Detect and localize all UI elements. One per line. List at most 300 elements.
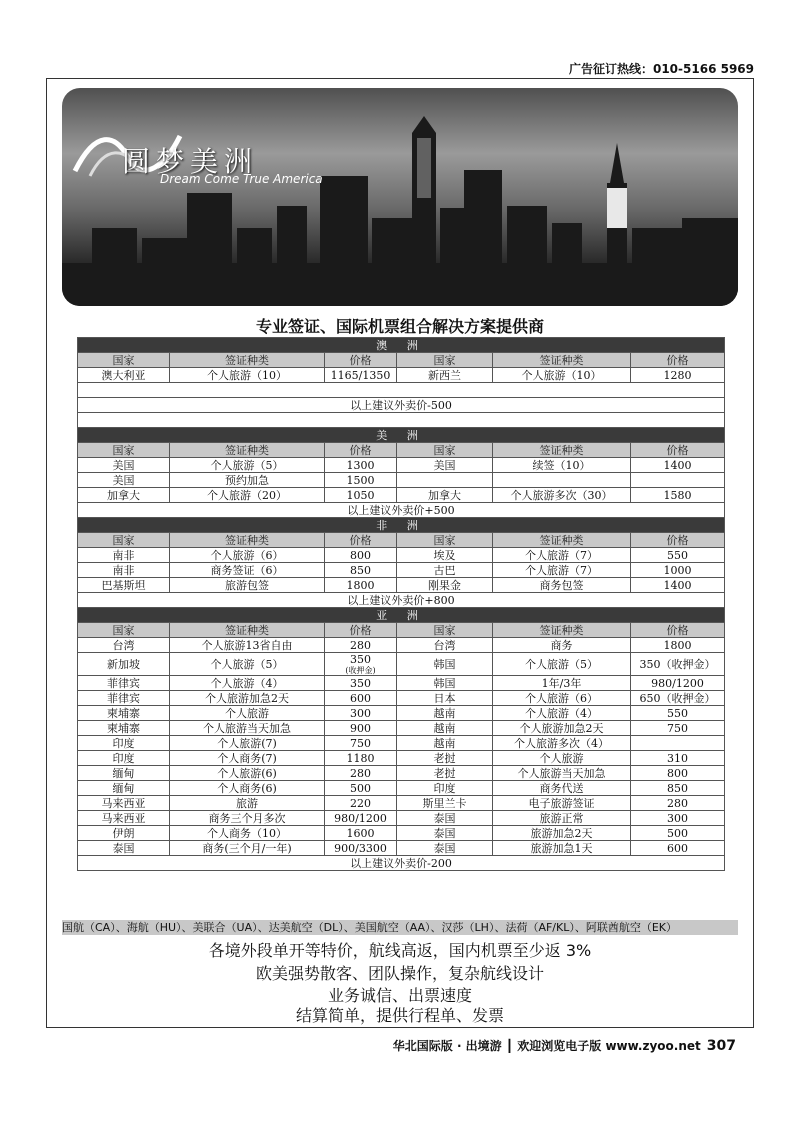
table-cell <box>325 826 397 841</box>
table-cell <box>397 563 493 578</box>
region-title: 亚 洲 <box>78 608 725 623</box>
price-note-row <box>78 856 725 871</box>
promo-line-1: 各境外段单开等特价，航线高返，国内机票至少返 3% <box>208 941 592 960</box>
cell-text: 1180 <box>346 751 375 765</box>
table-cell <box>78 578 170 593</box>
column-header-row <box>78 533 725 548</box>
cell-text: 菲律宾 <box>107 691 140 705</box>
column-header: 价格 <box>325 623 397 638</box>
cell-text: 个人旅游（20） <box>207 488 287 502</box>
table-cell <box>78 736 170 751</box>
table-row <box>78 841 725 856</box>
cell-text: 1800 <box>346 578 375 592</box>
brand-name-en: Dream Come True America <box>160 172 323 186</box>
table-cell <box>170 706 325 721</box>
table-cell <box>397 781 493 796</box>
table-cell <box>170 751 325 766</box>
cell-text: 韩国 <box>433 657 456 671</box>
cell-text: 280 <box>667 796 689 810</box>
table-cell <box>170 721 325 736</box>
cell-text: 310 <box>667 751 689 765</box>
table-row <box>78 706 725 721</box>
cell-text: 900/3300 <box>334 841 387 855</box>
cell-text: 缅甸 <box>112 766 135 780</box>
table-cell <box>78 781 170 796</box>
cell-text: 个人商务(6) <box>217 781 277 795</box>
cell-text: 台湾 <box>433 638 456 652</box>
blank-cell <box>78 413 725 428</box>
cell-text: 1400 <box>663 578 692 592</box>
skyline-graphic <box>62 88 738 306</box>
table-cell <box>170 458 325 473</box>
price-note: 以上建议外卖价-500 <box>78 398 725 413</box>
cell-text: 台湾 <box>112 638 135 652</box>
table-row <box>78 826 725 841</box>
table-cell <box>397 653 493 676</box>
table-cell <box>631 368 725 383</box>
price-note-row <box>78 398 725 413</box>
cell-text: 电子旅游签证 <box>528 796 595 810</box>
table-cell <box>631 721 725 736</box>
table-cell <box>397 796 493 811</box>
cell-text: 个人旅游（5） <box>525 657 598 671</box>
column-header: 国家 <box>78 353 170 368</box>
cell-text: 旅游加急1天 <box>530 841 593 855</box>
cell-text: 350（收押金） <box>639 657 716 671</box>
table-cell <box>170 796 325 811</box>
table-cell <box>397 578 493 593</box>
table-row <box>78 751 725 766</box>
table-cell <box>170 653 325 676</box>
cell-text: 600 <box>667 841 689 855</box>
column-header: 签证种类 <box>493 443 631 458</box>
city-skyline-banner <box>62 88 738 306</box>
cell-text: 300 <box>350 706 371 720</box>
promo-line-2: 欧美强势散客、团队操作，复杂航线设计 <box>255 964 544 983</box>
table-cell <box>631 736 725 751</box>
cell-text: 1000 <box>663 563 692 577</box>
cell-text: 斯里兰卡 <box>422 796 467 810</box>
cell-text: 980/1200 <box>651 676 704 690</box>
table-cell <box>170 473 325 488</box>
cell-text: 850 <box>667 781 689 795</box>
table-cell <box>78 751 170 766</box>
cell-text: 旅游正常 <box>539 811 584 825</box>
table-cell <box>78 548 170 563</box>
table-cell <box>631 676 725 691</box>
cell-text: 缅甸 <box>112 781 135 795</box>
cell-text: 越南 <box>433 736 456 750</box>
cell-text: 旅游加急2天 <box>530 826 593 840</box>
table-cell <box>78 638 170 653</box>
brand-name-zh: 圆梦美洲 <box>122 145 259 178</box>
table-cell <box>397 736 493 751</box>
table-cell <box>397 766 493 781</box>
table-cell <box>631 458 725 473</box>
table-cell <box>397 826 493 841</box>
table-cell <box>170 578 325 593</box>
cell-text: 个人旅游 <box>539 751 584 765</box>
table-cell <box>78 766 170 781</box>
price-note: 以上建议外卖价+500 <box>78 503 725 518</box>
cell-text: 商务 <box>550 638 573 652</box>
blank-row <box>78 413 725 428</box>
column-header: 价格 <box>631 353 725 368</box>
table-cell <box>397 676 493 691</box>
table-cell <box>631 826 725 841</box>
table-cell <box>325 653 397 676</box>
cell-text: 1年/3年 <box>541 676 582 690</box>
cell-text: 印度 <box>112 751 135 765</box>
table-cell <box>631 751 725 766</box>
cell-text: 个人旅游（10） <box>207 368 287 382</box>
table-cell <box>631 811 725 826</box>
table-cell <box>631 578 725 593</box>
table-cell <box>493 548 631 563</box>
cell-text: 个人旅游(6) <box>217 766 277 780</box>
table-row <box>78 368 725 383</box>
table-cell <box>397 548 493 563</box>
table-cell <box>78 488 170 503</box>
column-header: 价格 <box>631 443 725 458</box>
cell-text: 800 <box>667 766 689 780</box>
column-header-row <box>78 443 725 458</box>
cell-text: 老挝 <box>433 766 456 780</box>
cell-text: 预约加急 <box>225 473 269 487</box>
table-cell <box>631 796 725 811</box>
promo-line-4: 结算简单，提供行程单、发票 <box>295 1006 504 1025</box>
cell-text: 美国 <box>112 473 135 487</box>
table-cell <box>631 653 725 676</box>
cell-text: 巴基斯坦 <box>101 578 146 592</box>
cell-text: 续签（10） <box>532 458 591 472</box>
table-cell <box>78 676 170 691</box>
table-cell <box>170 766 325 781</box>
cell-text: 个人旅游（10） <box>521 368 602 382</box>
column-header: 价格 <box>325 533 397 548</box>
cell-text: 古巴 <box>433 563 456 577</box>
table-cell <box>170 781 325 796</box>
column-header: 签证种类 <box>170 443 325 458</box>
table-cell <box>397 751 493 766</box>
table-cell <box>170 638 325 653</box>
table-cell <box>631 473 725 488</box>
column-header: 价格 <box>631 623 725 638</box>
region-title: 澳 洲 <box>78 338 725 353</box>
column-header: 签证种类 <box>170 533 325 548</box>
table-cell <box>325 473 397 488</box>
table-cell <box>78 796 170 811</box>
cell-text: 500 <box>350 781 371 795</box>
price-note: 以上建议外卖价-200 <box>78 856 725 871</box>
cell-text: 550 <box>667 548 689 562</box>
cell-text: 泰国 <box>433 841 456 855</box>
table-cell <box>493 751 631 766</box>
cell-text: 新加坡 <box>107 657 140 671</box>
cell-text: 850 <box>350 563 371 577</box>
cell-text: 日本 <box>433 691 456 705</box>
table-cell <box>493 781 631 796</box>
cell-text: 印度 <box>112 736 135 750</box>
cell-text: 加拿大 <box>428 488 461 502</box>
cell-text: 1165/1350 <box>330 368 391 382</box>
cell-text: 500 <box>667 826 689 840</box>
cell-text: 旅游包签 <box>225 578 269 592</box>
table-cell <box>325 721 397 736</box>
region-header-asia <box>78 608 725 623</box>
cell-text: 南非 <box>112 548 135 562</box>
cell-text: 个人旅游（4） <box>525 706 598 720</box>
region-header-america <box>78 428 725 443</box>
table-cell <box>631 841 725 856</box>
cell-text: 1400 <box>663 458 692 472</box>
table-cell <box>325 706 397 721</box>
ad-hotline: 广告征订热线：010-5166 5969 <box>568 62 754 76</box>
blank-cell <box>78 383 725 398</box>
table-row <box>78 458 725 473</box>
table-cell <box>78 473 170 488</box>
region-title: 美 洲 <box>78 428 725 443</box>
cell-text: 个人旅游当天加急 <box>517 766 606 780</box>
table-cell <box>170 563 325 578</box>
cell-text: 980/1200 <box>334 811 387 825</box>
table-cell <box>325 548 397 563</box>
table-cell <box>170 841 325 856</box>
table-cell <box>493 721 631 736</box>
cell-text: 伊朗 <box>112 826 135 840</box>
cell-text: 900 <box>350 721 371 735</box>
cell-text: 280 <box>350 638 371 652</box>
table-cell <box>170 368 325 383</box>
table-cell <box>631 766 725 781</box>
deposit-note: (收押金) <box>345 666 376 675</box>
column-header: 国家 <box>78 533 170 548</box>
column-header: 价格 <box>325 443 397 458</box>
cell-text: 280 <box>350 766 371 780</box>
table-cell <box>78 841 170 856</box>
table-cell <box>397 458 493 473</box>
region-title: 非 洲 <box>78 518 725 533</box>
table-cell <box>493 473 631 488</box>
footer <box>393 1037 736 1054</box>
airlines-list: 国航（CA）、海航（HU）、美联合（UA）、达美航空（DL）、美国航空（AA）、汉莎（LH）、法荷（AF/KL）、阿联酋航空（EK） <box>62 920 738 935</box>
table-cell <box>325 751 397 766</box>
table-cell <box>325 841 397 856</box>
cell-text: 600 <box>350 691 371 705</box>
price-note-row <box>78 593 725 608</box>
table-cell <box>170 548 325 563</box>
price-note: 以上建议外卖价+800 <box>78 593 725 608</box>
cell-text: 1800 <box>663 638 692 652</box>
cell-text: 650（收押金） <box>639 691 716 705</box>
cell-text: 商务签证（6） <box>210 563 284 577</box>
cell-text: 1500 <box>346 473 375 487</box>
cell-text: 1300 <box>346 458 375 472</box>
column-header: 签证种类 <box>493 353 631 368</box>
cell-text: 个人商务(7) <box>217 751 277 765</box>
cell-text: 550 <box>667 706 689 720</box>
cell-text: 个人旅游(7) <box>217 736 277 750</box>
slogan: 专业签证、国际机票组合解决方案提供商 <box>255 317 544 336</box>
column-header: 国家 <box>397 353 493 368</box>
cell-text: 澳大利亚 <box>101 368 146 382</box>
table-row <box>78 638 725 653</box>
table-cell <box>493 826 631 841</box>
cell-text: 加拿大 <box>107 488 140 502</box>
table-cell <box>78 721 170 736</box>
table-cell <box>325 691 397 706</box>
table-cell <box>325 811 397 826</box>
cell-text: 个人旅游多次（4） <box>514 736 609 750</box>
cell-text: 个人旅游（4） <box>210 676 284 690</box>
cell-text: 220 <box>350 796 371 810</box>
table-row <box>78 721 725 736</box>
table-cell <box>78 706 170 721</box>
table-cell <box>78 826 170 841</box>
table-cell <box>493 578 631 593</box>
table-cell <box>78 811 170 826</box>
column-header: 价格 <box>325 353 397 368</box>
page-number: 307 <box>706 1038 736 1054</box>
cell-text: 个人旅游加急2天 <box>205 691 289 705</box>
table-cell <box>325 368 397 383</box>
cell-text: 个人旅游（7） <box>525 548 598 562</box>
table-row <box>78 563 725 578</box>
price-note-row <box>78 503 725 518</box>
table-cell <box>631 691 725 706</box>
table-cell <box>170 488 325 503</box>
table-cell <box>397 706 493 721</box>
cell-text: 个人旅游（6） <box>210 548 284 562</box>
table-cell <box>493 653 631 676</box>
cell-text: 泰国 <box>433 826 456 840</box>
table-cell <box>325 766 397 781</box>
column-header: 签证种类 <box>493 623 631 638</box>
table-row <box>78 811 725 826</box>
promo-line-3: 业务诚信、出票速度 <box>327 986 472 1005</box>
cell-text: 个人旅游13省自由 <box>201 638 293 652</box>
table-row <box>78 766 725 781</box>
column-header: 国家 <box>78 623 170 638</box>
region-header-africa <box>78 518 725 533</box>
cell-text: 马来西亚 <box>101 811 146 825</box>
table-cell <box>170 676 325 691</box>
table-cell <box>78 458 170 473</box>
cell-text: 泰国 <box>433 811 456 825</box>
footer-text: 华北国际版 · 出境游 ┃ 欢迎浏览电子版 www.zyoo.net <box>392 1039 701 1053</box>
column-header: 国家 <box>397 443 493 458</box>
table-row <box>78 578 725 593</box>
table-cell <box>78 368 170 383</box>
cell-text: 800 <box>350 548 371 562</box>
table-row <box>78 781 725 796</box>
table-row <box>78 473 725 488</box>
table-cell <box>493 841 631 856</box>
cell-text: 韩国 <box>433 676 456 690</box>
table-row <box>78 653 725 676</box>
table-cell <box>170 736 325 751</box>
table-cell <box>631 488 725 503</box>
cell-text: 商务包签 <box>539 578 584 592</box>
cell-text: 老挝 <box>433 751 456 765</box>
table-cell <box>325 563 397 578</box>
table-cell <box>170 826 325 841</box>
cell-text: 柬埔寨 <box>107 706 140 720</box>
cell-text: 印度 <box>433 781 456 795</box>
table-cell <box>170 811 325 826</box>
cell-text: 越南 <box>433 721 456 735</box>
column-header: 国家 <box>397 623 493 638</box>
table-cell <box>631 781 725 796</box>
cell-text: 个人旅游（5） <box>210 458 284 472</box>
table-row <box>78 796 725 811</box>
table-cell <box>493 691 631 706</box>
cell-text: 750 <box>667 721 689 735</box>
table-row <box>78 548 725 563</box>
table-cell <box>493 676 631 691</box>
cell-text: 个人旅游当天加急 <box>203 721 291 735</box>
table-cell <box>397 638 493 653</box>
table-cell <box>78 653 170 676</box>
table-cell <box>493 766 631 781</box>
cell-text: 个人旅游（6） <box>525 691 598 705</box>
table-cell <box>78 563 170 578</box>
table-cell <box>325 736 397 751</box>
cell-text: 750 <box>350 736 371 750</box>
table-cell <box>397 473 493 488</box>
cell-text: 商务代送 <box>539 781 584 795</box>
table-row <box>78 676 725 691</box>
table-cell <box>325 676 397 691</box>
cell-text: 商务三个月多次 <box>208 811 286 825</box>
cell-text: 个人旅游加急2天 <box>519 721 604 735</box>
cell-text: 个人旅游（5） <box>210 657 284 671</box>
cell-text: 350 <box>350 653 371 666</box>
cell-text: 埃及 <box>433 548 456 562</box>
table-cell <box>493 706 631 721</box>
table-row <box>78 736 725 751</box>
table-cell <box>397 721 493 736</box>
cell-text: 300 <box>667 811 689 825</box>
cell-text: 个人旅游多次（30） <box>510 488 613 502</box>
table-row <box>78 488 725 503</box>
table-cell <box>397 841 493 856</box>
column-header: 签证种类 <box>170 623 325 638</box>
table-cell <box>325 578 397 593</box>
table-cell <box>170 691 325 706</box>
table-cell <box>397 368 493 383</box>
cell-text: 南非 <box>112 563 135 577</box>
table-cell <box>325 796 397 811</box>
cell-text: 350 <box>350 676 371 690</box>
cell-text: 马来西亚 <box>101 796 146 810</box>
cell-text: 美国 <box>112 458 135 472</box>
table-cell <box>631 548 725 563</box>
table-cell <box>493 458 631 473</box>
table-cell <box>325 638 397 653</box>
cell-text: 1600 <box>346 826 375 840</box>
column-header: 签证种类 <box>493 533 631 548</box>
table-cell <box>493 811 631 826</box>
column-header-row <box>78 353 725 368</box>
table-cell <box>493 488 631 503</box>
column-header-row <box>78 623 725 638</box>
cell-text: 新西兰 <box>428 368 461 382</box>
cell-text: 1580 <box>663 488 692 502</box>
region-header-australia <box>78 338 725 353</box>
table-cell <box>397 811 493 826</box>
table-cell <box>397 691 493 706</box>
